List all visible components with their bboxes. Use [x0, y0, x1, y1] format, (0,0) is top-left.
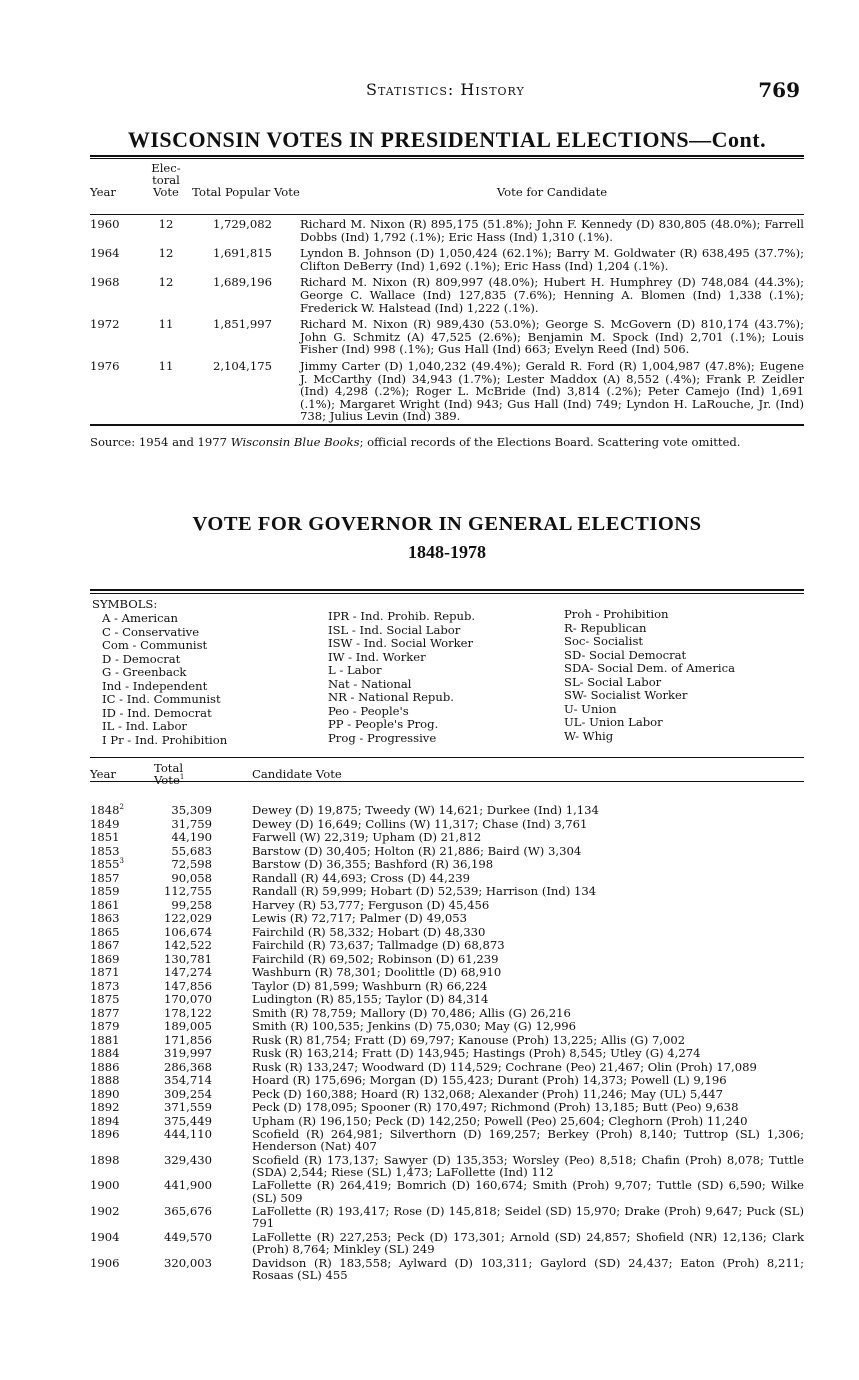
gov-total-vote: 286,368 [164, 1059, 212, 1074]
pres-year: 1964 [90, 246, 120, 261]
symbol-entry: SL- Social Labor [564, 674, 662, 689]
col-year: Year [90, 185, 116, 199]
gov-candidates: LaFollette (R) 193,417; Rose (D) 145,818; Seidel (SD) 15,970; Drake (Proh) 9,647; Puck (SL) 791 [252, 1204, 804, 1231]
gov-total-vote: 320,003 [164, 1255, 212, 1270]
governor-row [90, 872, 804, 886]
gov-year [90, 912, 144, 926]
symbols-top-rule-thin [90, 593, 804, 594]
col-total-vote-footnote: 1 [179, 773, 185, 782]
gov-candidates: Ludington (R) 85,155; Taylor (D) 84,314 [252, 992, 489, 1006]
pres-popular-vote: 1,851,997 [212, 317, 272, 332]
symbols-column-2 [328, 610, 475, 745]
symbol-entry: L - Labor [328, 663, 382, 677]
col-candidate-vote: Candidate Vote [252, 767, 342, 781]
table-end-rule [90, 424, 804, 426]
gov-year [90, 1257, 144, 1283]
governor-row [90, 1088, 804, 1102]
governor-votes-table [90, 762, 804, 1282]
gov-year [90, 1088, 144, 1102]
governor-row [90, 1154, 804, 1180]
source-italic: Wisconsin Blue Books [230, 435, 360, 449]
running-head [90, 78, 804, 102]
pres-electoral-vote: 11 [158, 317, 174, 332]
symbol-entry: Peo - People's [328, 703, 409, 718]
gov-total-vote: 44,190 [171, 830, 212, 844]
gov-total-vote: 99,258 [171, 897, 212, 912]
gov-year-value: 1851 [90, 830, 120, 844]
symbol-entry: Soc- Socialist [564, 634, 644, 648]
symbol-entry: Com - Communist [102, 638, 208, 652]
gov-total-vote: 444,110 [164, 1127, 212, 1141]
gov-year [90, 993, 144, 1007]
gov-year-value: 1863 [90, 911, 120, 925]
symbol-entry: ISL - Ind. Social Labor [328, 622, 461, 637]
gov-total-vote: 371,559 [164, 1100, 212, 1114]
gov-year [90, 1154, 144, 1180]
gov-year [90, 1061, 144, 1075]
presidential-row [90, 318, 804, 360]
pres-candidates: Lyndon B. Johnson (D) 1,050,424 (62.1%); Barry M. Goldwater (R) 638,495 (37.7%); Clifton DeBerry (Ind) 1,692 (.1%); Eric Hass (Ind) 1,204 (.1%). [300, 246, 804, 273]
gov-candidates: Davidson (R) 183,558; Aylward (D) 103,311; Gaylord (SD) 24,437; Eaton (Proh) 8,211; Rosaas (SL) 455 [252, 1255, 804, 1282]
gov-candidates: Farwell (W) 22,319; Upham (D) 21,812 [252, 830, 482, 844]
symbol-entry: IL - Ind. Labor [102, 719, 187, 733]
presidential-row [90, 206, 804, 247]
gov-total-vote: 72,598 [171, 857, 212, 871]
gov-year [90, 939, 144, 953]
gov-year-value: 1869 [90, 951, 120, 966]
governor-row [90, 1179, 804, 1205]
gov-candidates: Peck (D) 178,095; Spooner (R) 170,497; Richmond (Proh) 13,185; Butt (Peo) 9,638 [252, 1100, 739, 1114]
symbols-top-rule [90, 589, 804, 591]
symbols-heading: SYMBOLS: [92, 597, 158, 611]
symbol-entry: Proh - Prohibition [564, 607, 669, 621]
pres-electoral-vote: 11 [158, 358, 174, 373]
gov-year-value: 1898 [90, 1152, 120, 1167]
gov-candidates: Rusk (R) 163,214; Fratt (D) 143,945; Hastings (Proh) 8,545; Utley (G) 4,274 [252, 1046, 701, 1060]
gov-year-value: 1849 [90, 816, 120, 831]
governor-row [90, 1128, 804, 1154]
gov-total-vote: 31,759 [171, 816, 212, 831]
symbol-entry: C - Conservative [102, 624, 200, 639]
gov-year-value: 1848 [90, 803, 120, 817]
governor-row [90, 980, 804, 994]
symbol-entry: ISW - Ind. Social Worker [328, 636, 474, 650]
gov-total-vote: 55,683 [171, 843, 212, 858]
gov-year-value: 1867 [90, 938, 120, 952]
symbol-entry: Nat - National [328, 676, 412, 691]
gov-total-vote: 189,005 [164, 1019, 212, 1033]
gov-candidates: Dewey (D) 19,875; Tweedy (W) 14,621; Durkee (Ind) 1,134 [252, 803, 599, 817]
gov-year-value: 1861 [90, 897, 120, 912]
gov-candidates: Smith (R) 78,759; Mallory (D) 70,486; Allis (G) 26,216 [252, 1005, 571, 1020]
gov-year [90, 1007, 144, 1021]
gov-total-vote: 106,674 [164, 924, 212, 939]
symbol-entry: Prog - Progressive [328, 730, 437, 745]
gov-year-value: 1881 [90, 1032, 120, 1047]
gov-year-value: 1857 [90, 870, 120, 885]
gov-candidates: Peck (D) 160,388; Hoard (R) 132,068; Alexander (Proh) 11,246; May (UL) 5,447 [252, 1086, 724, 1101]
governor-row [90, 1034, 804, 1048]
gov-total-vote: 122,029 [164, 911, 212, 925]
gov-candidates: Fairchild (R) 69,502; Robinson (D) 61,239 [252, 951, 499, 966]
governor-row [90, 966, 804, 980]
gov-total-vote: 309,254 [164, 1086, 212, 1101]
gov-year-value: 1902 [90, 1204, 120, 1219]
symbol-entry: IPR - Ind. Prohib. Repub. [328, 609, 476, 623]
pres-candidates: Richard M. Nixon (R) 895,175 (51.8%); John F. Kennedy (D) 830,805 (48.0%); Farrell Dobbs (Ind) 1,792 (.1%); Eric Hass (Ind) 1,310 (.1%). [300, 217, 804, 244]
pres-popular-vote: 1,691,815 [212, 246, 272, 261]
governor-row [90, 792, 804, 818]
presidential-votes-table [90, 162, 804, 427]
governor-row [90, 1205, 804, 1231]
gov-year-value: 1865 [90, 924, 120, 939]
source-note [90, 435, 740, 449]
symbol-entry: SW- Socialist Worker [564, 688, 688, 702]
col-total-popular-vote: Total Popular Vote [192, 185, 300, 199]
pres-electoral-vote: 12 [158, 217, 174, 231]
symbols-column-1 [102, 612, 227, 747]
pres-year: 1968 [90, 275, 120, 290]
governor-row [90, 939, 804, 953]
gov-year [90, 1179, 144, 1205]
symbol-entry: SD- Social Democrat [564, 647, 687, 662]
gov-total-vote: 354,714 [164, 1073, 212, 1087]
symbol-entry: G - Greenback [102, 665, 187, 679]
gov-candidates: Rusk (R) 133,247; Woodward (D) 114,529; Cochrane (Peo) 21,467; Olin (Proh) 17,089 [252, 1059, 757, 1074]
gov-candidates: Scofield (R) 173,137; Sawyer (D) 135,353; Worsley (Peo) 8,518; Chafin (Proh) 8,078; Tuttle (SDA) 2,544; Riese (SL) 1,473; LaFollette (Ind) 112 [252, 1152, 804, 1179]
gov-year-value: 1879 [90, 1019, 120, 1033]
gov-year-value: 1853 [90, 843, 120, 858]
gov-candidates: Rusk (R) 81,754; Fratt (D) 69,797; Kanouse (Proh) 13,225; Allis (G) 7,002 [252, 1032, 686, 1047]
gov-total-vote: 170,070 [164, 992, 212, 1006]
gov-candidates: Randall (R) 44,693; Cross (D) 44,239 [252, 870, 470, 885]
symbol-entry: IC - Ind. Communist [102, 692, 221, 706]
gov-year [90, 1231, 144, 1257]
gov-candidates: Harvey (R) 53,777; Ferguson (D) 45,456 [252, 897, 490, 912]
gov-candidates: Washburn (R) 78,301; Doolittle (D) 68,910 [252, 965, 502, 979]
gov-year [90, 792, 144, 818]
pres-electoral-vote: 12 [158, 246, 174, 261]
gov-candidates: LaFollette (R) 264,419; Bomrich (D) 160,674; Smith (Proh) 9,707; Tuttle (SD) 6,590; Wilke (SL) 509 [252, 1178, 804, 1205]
gov-year-footnote: 2 [119, 803, 124, 812]
gov-year-value: 1894 [90, 1113, 120, 1128]
gov-year [90, 980, 144, 994]
gov-year-value: 1855 [90, 857, 120, 871]
gov-year-value: 1884 [90, 1046, 120, 1060]
symbol-entry: Ind - Independent [102, 678, 208, 693]
governor-row [90, 831, 804, 845]
gov-year-value: 1892 [90, 1100, 120, 1114]
gov-year [90, 1115, 144, 1129]
gov-year-value: 1888 [90, 1073, 120, 1087]
gov-total-vote: 449,570 [164, 1229, 212, 1244]
symbol-entry: NR - National Repub. [328, 690, 454, 704]
gov-total-vote: 178,122 [164, 1005, 212, 1020]
gov-year [90, 1020, 144, 1034]
gov-candidates: Smith (R) 100,535; Jenkins (D) 75,030; May (G) 12,996 [252, 1019, 577, 1033]
col-total-vote-label: Total Vote [154, 761, 184, 787]
gov-year [90, 1205, 144, 1231]
governor-row [90, 1115, 804, 1129]
gov-total-vote: 365,676 [164, 1204, 212, 1219]
gov-total-vote: 142,522 [164, 938, 212, 952]
title-rule [90, 155, 804, 157]
gov-year [90, 966, 144, 980]
gov-year-value: 1877 [90, 1005, 120, 1020]
governor-row [90, 1101, 804, 1115]
gov-year [90, 858, 144, 872]
page-number: 769 [758, 78, 800, 102]
gov-total-vote: 329,430 [164, 1152, 212, 1167]
col-total-vote [144, 762, 252, 792]
pres-year: 1976 [90, 358, 120, 373]
gov-year-value: 1906 [90, 1255, 120, 1270]
gov-year [90, 1128, 144, 1154]
governor-row [90, 885, 804, 899]
governor-row [90, 926, 804, 940]
gov-year [90, 1074, 144, 1088]
gov-total-vote: 319,997 [164, 1046, 212, 1060]
gov-year-value: 1886 [90, 1059, 120, 1074]
gov-total-vote: 171,856 [164, 1032, 212, 1047]
presidential-row [90, 276, 804, 318]
gov-total-vote: 147,856 [164, 978, 212, 993]
col-gov-year: Year [90, 767, 116, 781]
gov-year [90, 885, 144, 899]
source-suffix: ; official records of the Elections Board. Scattering vote omitted. [359, 435, 741, 449]
symbol-entry: D - Democrat [102, 651, 181, 666]
source-prefix: Source: 1954 and 1977 [90, 435, 231, 449]
gov-total-vote: 35,309 [171, 803, 212, 817]
pres-year: 1972 [90, 317, 120, 332]
gov-total-vote: 441,900 [164, 1178, 212, 1193]
gov-candidates: Fairchild (R) 73,637; Tallmadge (D) 68,873 [252, 938, 505, 952]
governor-row [90, 1007, 804, 1021]
governor-table-subtitle: 1848-1978 [408, 542, 486, 562]
gov-candidates: Randall (R) 59,999; Hobart (D) 52,539; Harrison (Ind) 134 [252, 884, 597, 898]
gov-year-footnote: 3 [119, 857, 124, 866]
gov-year-value: 1900 [90, 1178, 120, 1193]
gov-year [90, 899, 144, 913]
governor-row [90, 899, 804, 913]
pres-candidates: Richard M. Nixon (R) 809,997 (48.0%); Hubert H. Humphrey (D) 748,084 (44.3%); George C. Wallace (Ind) 127,835 (7.6%); Henning A. Blomen (Ind) 1,338 (.1%); Frederick W. Halstead (Ind) 1,222 (.1%). [300, 275, 804, 315]
title-rule-thin [90, 158, 804, 159]
governor-row [90, 858, 804, 872]
gov-candidates: Upham (R) 196,150; Peck (D) 142,250; Powell (Peo) 25,604; Cleghorn (Proh) 11,240 [252, 1113, 748, 1128]
pres-popular-vote: 1,689,196 [212, 275, 272, 290]
gov-year-value: 1859 [90, 884, 120, 898]
governor-row [90, 1020, 804, 1034]
gov-candidates: Scofield (R) 264,981; Silverthorn (D) 169,257; Berkey (Proh) 8,140; Tuttrop (SL) 1,306; Henderson (Nat) 407 [252, 1127, 804, 1154]
symbol-entry: R- Republican [564, 620, 647, 635]
gov-year [90, 926, 144, 940]
symbol-entry: A - American [102, 611, 179, 625]
governor-row [90, 845, 804, 859]
governor-table-title: VOTE FOR GOVERNOR IN GENERAL ELECTIONS [192, 513, 702, 535]
gov-candidates: Dewey (D) 16,649; Collins (W) 11,317; Chase (Ind) 3,761 [252, 816, 588, 831]
col-vote-for-candidate: Vote for Candidate [496, 185, 608, 199]
gov-candidates: Lewis (R) 72,717; Palmer (D) 49,053 [252, 911, 468, 925]
pres-candidates: Jimmy Carter (D) 1,040,232 (49.4%); Gerald R. Ford (R) 1,004,987 (47.8%); Eugene J. McCarthy (Ind) 34,943 (1.7%); Lester Maddox (A) 8,552 (.4%); Frank P. Zeidler (Ind) 4,298 (.2%); Roger L. McBride (Ind) 3,814 (.2%); Peter Camejo (Ind) 1,691 (.1%); Margaret Wright (Ind) 943; Gus Hall (Ind) 749; Lyndon H. LaRouche, Jr. (Ind) 738; Julius Levin (Ind) 389. [300, 358, 804, 424]
symbol-entry: PP - People's Prog. [328, 717, 439, 731]
gov-candidates: Barstow (D) 30,405; Holton (R) 21,886; Baird (W) 3,304 [252, 843, 582, 858]
section-title: Statistics: History [366, 80, 525, 99]
gov-total-vote: 375,449 [164, 1113, 212, 1128]
symbols-bottom-rule [90, 757, 804, 758]
pres-popular-vote: 1,729,082 [212, 217, 272, 231]
symbol-entry: IW - Ind. Worker [328, 649, 426, 664]
symbol-entry: ID - Ind. Democrat [102, 705, 212, 720]
symbols-column-3 [564, 608, 735, 743]
gov-year [90, 831, 144, 845]
presidential-row [90, 360, 804, 427]
gov-year [90, 845, 144, 859]
gov-total-vote: 112,755 [164, 884, 212, 898]
gov-year-value: 1890 [90, 1086, 120, 1101]
gov-year-value: 1871 [90, 965, 120, 979]
governor-row [90, 912, 804, 926]
governor-row [90, 818, 804, 832]
gov-candidates: Hoard (R) 175,696; Morgan (D) 155,423; Durant (Proh) 14,373; Powell (L) 9,196 [252, 1073, 727, 1087]
governor-row [90, 1047, 804, 1061]
gov-total-vote: 147,274 [164, 965, 212, 979]
gov-year [90, 818, 144, 832]
symbol-entry: W- Whig [564, 728, 614, 743]
presidential-row [90, 247, 804, 276]
symbol-entry: I Pr - Ind. Prohibition [102, 732, 228, 747]
gov-year-value: 1873 [90, 978, 120, 993]
col-electoral-vote: Elec- toral Vote [151, 161, 181, 199]
gov-year [90, 953, 144, 967]
governor-row [90, 1231, 804, 1257]
pres-popular-vote: 2,104,175 [212, 358, 272, 373]
gov-year [90, 1034, 144, 1048]
gov-total-vote: 130,781 [164, 951, 212, 966]
pres-candidates: Richard M. Nixon (R) 989,430 (53.0%); George S. McGovern (D) 810,174 (43.7%); John G. Schmitz (A) 47,525 (2.6%); Benjamin M. Spock (Ind) 2,701 (.1%); Louis Fisher (Ind) 998 (.1%); Gus Hall (Ind) 663; Evelyn Reed (Ind) 506. [300, 317, 804, 357]
governor-row [90, 993, 804, 1007]
governor-row [90, 1074, 804, 1088]
governor-row [90, 1061, 804, 1075]
gov-year [90, 1047, 144, 1061]
governor-row [90, 953, 804, 967]
gov-year-value: 1875 [90, 992, 120, 1006]
gov-total-vote: 90,058 [171, 870, 212, 885]
gov-year-value: 1904 [90, 1229, 120, 1244]
symbol-entry: UL- Union Labor [564, 715, 663, 729]
gov-candidates: LaFollette (R) 227,253; Peck (D) 173,301; Arnold (SD) 24,857; Shofield (NR) 12,136; Clark (Proh) 8,764; Minkley (SL) 249 [252, 1229, 804, 1257]
gov-candidates: Fairchild (R) 58,332; Hobart (D) 48,330 [252, 924, 486, 939]
gov-year [90, 1101, 144, 1115]
pres-electoral-vote: 12 [158, 275, 174, 290]
gov-year-value: 1896 [90, 1127, 120, 1141]
gov-candidates: Taylor (D) 81,599; Washburn (R) 66,224 [252, 978, 488, 993]
symbol-entry: SDA- Social Dem. of America [564, 661, 736, 675]
governor-row [90, 1257, 804, 1283]
symbol-entry: U- Union [564, 701, 617, 716]
gov-year [90, 872, 144, 886]
pres-year: 1960 [90, 217, 120, 231]
presidential-table-title: WISCONSIN VOTES IN PRESIDENTIAL ELECTIONS—Cont. [127, 127, 767, 152]
gov-candidates: Barstow (D) 36,355; Bashford (R) 36,198 [252, 857, 494, 871]
